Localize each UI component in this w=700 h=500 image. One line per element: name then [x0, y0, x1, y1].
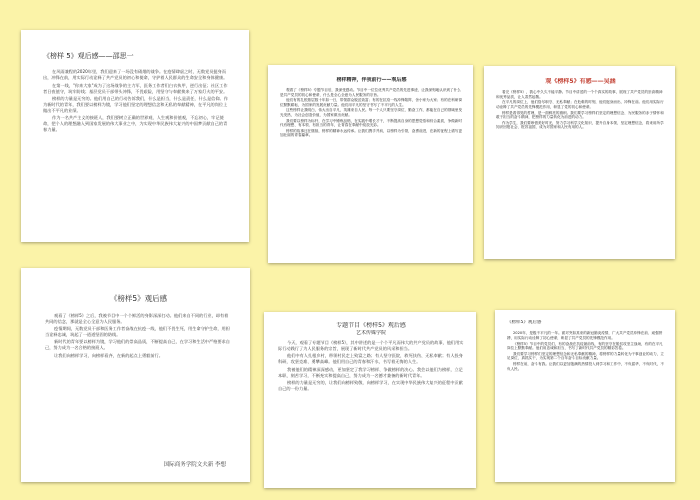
page-body	[45, 313, 232, 359]
document-page-2[interactable]	[268, 65, 473, 263]
paragraph: 榜样的力量是无穷的，让我们向榜样致敬，向榜样学习，在实现中华民族伟大复兴的征程中贡献自己的一份力量。	[278, 379, 463, 391]
paragraph: 观看了《榜样5》之后，我被节目中一个个鲜活的身影深深打动。他们来自不同的行业，却有着共同的信念，那就是全心全意为人民服务。	[45, 313, 229, 325]
page-title: 榜样精神，伴我前行——观后感	[336, 77, 407, 83]
paragraph: 在第一线，"你来大家"成为了这场战争的主力军，医务工作者们白衣执甲，逆行出征；社区工作者日夜值守，筑牢防线；基层党员干部带头冲锋，不畏艰险，用坚守与奉献换来了万家灯火的平安。	[43, 82, 228, 94]
paragraph: 榜样的力量是无穷的。他们用自己的行动告诉我们，什么是担当，什么是责任，什么是信仰。作为新时代的青年，我们要以榜样为镜，学习他们坚定的理想信念和无私的奉献精神，在平凡的岗位上做出不平凡的业绩。	[43, 95, 228, 113]
document-page-3[interactable]	[484, 66, 675, 259]
paragraph: 我们要学习榜样们坚定的理想信念和无私奉献的精神，将榜样的力量转化为干事创业的动力，立足岗位，真抓实干，为实现第二个百年奋斗目标贡献力量。	[507, 351, 664, 361]
document-page-4[interactable]	[21, 268, 250, 482]
paragraph: 这些榜样让我明白，伟大出自平凡，英雄来自人民。每一个人只要坚守岗位、勤奋工作，都能在自己的领域里发光发热，为社会创造价值，为国家做出贡献。	[280, 108, 463, 117]
paragraph: 他们有的扎根基层数十年如一日，带领群众脱贫致富；有的在抗疫一线冲锋陷阵，舍小家为大家；有的在科研岗位默默耕耘，为国家的发展贡献力量。他们用平凡的坚守书写了不平凡的人生。	[280, 98, 463, 107]
paragraph: 看完《榜样5》，我心中久久不能平静。节目中讲述的一个个真实的故事，展现了共产党员的崇高精神和优秀品质，让人肃然起敬。	[496, 90, 663, 99]
paragraph: 观看了《榜样5》专题节目后，我深受感动。节目中一位位优秀共产党员的先进事迹，让我深刻地认识到了什么是共产党员的初心和使命，什么是全心全意为人民服务的宗旨。	[280, 88, 461, 97]
document-page-6[interactable]	[495, 310, 675, 482]
page-body	[278, 340, 464, 392]
document-page-5[interactable]	[264, 312, 476, 488]
paragraph: 《榜样5》节目中的党员们，有的奋战在抗疫最前线，有的坚守在脱贫攻坚主战场，有的在平凡岗位上默默奉献。他们用忠诚和担当，书写了新时代共产党员的精彩答卷。	[507, 341, 663, 351]
paragraph: 榜样在前，奋斗有我。让我们以更加饱满的热情投入到学习和工作中，不负韶华，不负时代，不负人民。	[507, 361, 664, 371]
page-subtitle: 艺术传媒学院	[355, 330, 386, 337]
paragraph: 作为一名共产主义的接班人，我们要树立正确的世界观、人生观和价值观，不忘初心，牢记使命，把个人的理想融入到国家发展的伟大事业之中，为实现中华民族伟大复兴的中国梦贡献自己的青春力量。	[43, 115, 228, 133]
page-body	[496, 90, 665, 130]
page-title: 观《榜样5》有感——吴涵	[545, 78, 616, 85]
page-title: 《榜样5》观后感	[109, 294, 168, 303]
paragraph: 他们中有人扎根乡村，带领村民走上致富之路；有人坚守医院，救死扶伤、无私奉献；有人投身科研，攻坚克难、勇攀高峰。他们用自己的青春和汗水，书写着无悔的人生。	[278, 353, 463, 365]
paragraph: 在风雨兼程的2020年里，我们迎来了一场没有硝烟的战争。在疫情肆虐之时，无数党员挺身而出，冲锋在前，用实际行动诠释了共产党员的初心和使命，守护着人民群众的生命安全和身体健康。	[43, 69, 228, 81]
paragraph: 新时代的青年要以榜样为镜，学习他们的崇高品质，不断提高自己，在学习和生活中严格要求自己，努力成为一名合格的接班人。	[45, 339, 230, 351]
paragraph: 今天，观看了专题节目《榜样5》，其中讲述的是一个个平凡而伟大的共产党员的故事，他们用实际行动践行了为人民服务的宗旨，展现了新时代共产党员的风采和担当。	[278, 340, 464, 352]
page-body	[280, 88, 463, 138]
page-title: 《榜样5》观后感	[507, 320, 542, 325]
paragraph: 让我们向榜样学习，向榜样看齐，在新的起点上勇毅前行。	[54, 352, 163, 358]
paragraph: 我被他们的精神深深感动，更加坚定了我学习榜样、争做榜样的决心。我会以他们为榜样，立足本职、刻苦学习，不断充实和提高自己，努力成为一名德才兼备的新时代青年。	[278, 366, 463, 378]
paragraph: 2020年，是极不平凡的一年。面对突如其来的新冠肺炎疫情，广大共产党员冲锋在前、顽强拼搏，用实际行动诠释了初心使命，彰显了共产党员的先锋模范作用。	[507, 331, 663, 340]
paragraph: 作为学生，我们要珍惜美好时光，努力学习科学文化知识，提升自身本领，坚定理想信念，将来用所学知识回报社会、报效祖国，成为对国家和人民有用的人。	[496, 120, 664, 130]
paragraph: 疫情期间，无数党员干部和医务工作者奋战在抗疫一线，他们不畏生死，用生命守护生命，用担当诠释忠诚，筑起了一道道坚固的防线。	[45, 326, 230, 338]
page-body	[43, 69, 229, 133]
page-signature: 国际商务学院文夫新 李想	[163, 462, 226, 468]
page-title: 专题节目《榜样5》观后感	[336, 322, 406, 329]
paragraph: 榜样的故事还在继续，榜样的精神永远传承。让我们携手并肩，以榜样为引领，奋勇前进，在新的征程上谱写更加壮丽的青春篇章。	[280, 128, 463, 138]
paragraph: 我们要以榜样为标杆，在学习中锤炼品格，在实践中增长才干，不断提高自身的思想觉悟和综合素质，争做新时代有理想、有本领、有担当的青年，让青春在奉献中绽放光彩。	[280, 118, 463, 128]
paragraph: 在平凡的岗位上，他们恪尽职守、无私奉献；在危难的时刻，他们挺身而出、冲锋在前。他们用实际行动诠释了共产党员的先锋模范作用，彰显了党的初心和使命。	[496, 100, 664, 109]
page-title: 《榜样 5》观后感——邵思一	[43, 52, 134, 60]
document-page-1[interactable]	[21, 30, 249, 242]
page-body	[507, 331, 665, 371]
paragraph: 榜样是看得见的哲理，是一面鲜亮的旗帜。我们要学习榜样们坚定的理想信念、为民服务的赤子情怀和敢于担当的奋斗精神，把榜样的力量转化为前进的动力。	[496, 110, 664, 120]
